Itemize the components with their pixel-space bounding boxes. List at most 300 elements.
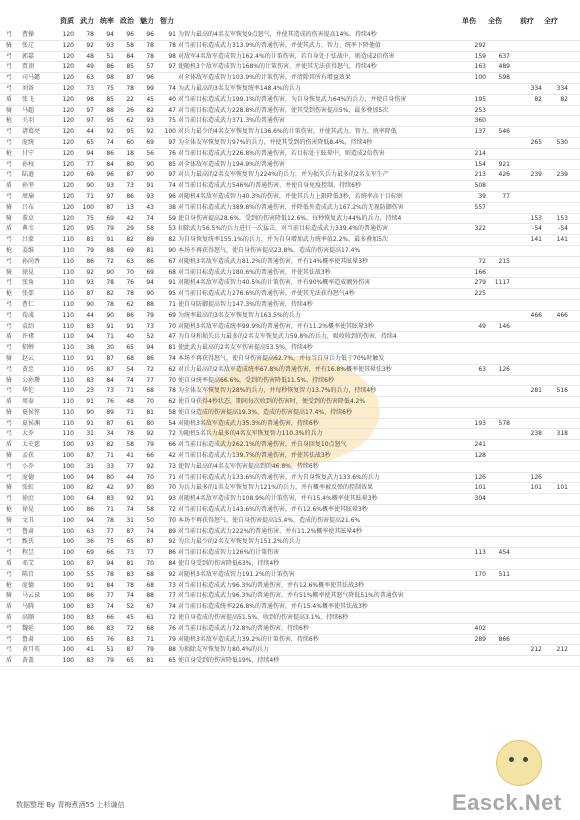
skill-description: 对当前目标造成武力72.8%的普通伤害，持续6秒 — [178, 624, 309, 632]
aptitude-value: 120 — [62, 192, 74, 200]
col-header-aptitude: 资质 — [60, 17, 74, 25]
single-damage-value: 39 — [478, 192, 486, 200]
single-damage-value: 113 — [474, 549, 486, 557]
skill-description: 为兵力最多的1名友军恢复智力121%的兵力，并有概率被反弹的控制效果 — [178, 484, 373, 492]
table-row — [0, 397, 580, 408]
force-value: 91 — [86, 419, 94, 427]
politics-value: 48 — [126, 398, 134, 406]
full-damage-value: 637 — [498, 52, 510, 60]
table-row — [0, 408, 580, 419]
charisma-value: 68 — [146, 387, 154, 395]
front-heal-value: 334 — [530, 84, 542, 92]
table-row — [0, 192, 580, 203]
table-row — [0, 656, 580, 667]
troop-type: 弓 — [6, 527, 13, 535]
intelligence-value: 72 — [168, 430, 176, 438]
general-name: 程昱 — [22, 549, 35, 557]
command-value: 87 — [106, 203, 114, 211]
table-row — [0, 494, 580, 505]
politics-value: 82 — [126, 236, 134, 244]
command-value: 71 — [106, 506, 114, 514]
skill-description: 使自身造成的伤害提高51.5%，收到的伤害提高3.1%，持续6秒 — [178, 614, 349, 622]
general-name: 大乔 — [22, 430, 35, 438]
troop-type: 弓 — [6, 257, 13, 265]
command-value: 77 — [106, 592, 114, 600]
troop-type: 盾 — [6, 225, 13, 233]
general-name: 张飞 — [22, 95, 35, 103]
command-value: 84 — [106, 160, 114, 168]
politics-value: 73 — [126, 182, 134, 190]
charisma-value: 70 — [146, 560, 154, 568]
command-value: 87 — [106, 419, 114, 427]
skill-description: 使自身防御提高智力147.3%的普通伤害，持续4秒 — [178, 300, 313, 308]
charisma-value: 57 — [146, 63, 154, 71]
general-name: 曹操 — [22, 31, 35, 38]
force-value: 83 — [86, 322, 94, 330]
col-header-command: 统率 — [100, 17, 114, 25]
intelligence-value: 77 — [168, 592, 176, 600]
aptitude-value: 120 — [62, 84, 74, 92]
skill-description: 使自身受到的伤害降低63%，持续4秒 — [178, 560, 280, 568]
general-name: 马腾 — [22, 603, 35, 611]
skill-description: 对当前目标造成武力96.3%的普通伤害，并有12.6%概率使其怯战3秒 — [178, 581, 364, 589]
intelligence-value: 74 — [168, 603, 176, 611]
table-row — [0, 52, 580, 63]
charisma-value: 92 — [146, 430, 154, 438]
politics-value: 52 — [126, 603, 134, 611]
aptitude-value: 100 — [62, 484, 74, 492]
aptitude-value: 110 — [62, 408, 74, 416]
intelligence-value: 93 — [168, 495, 176, 503]
troop-type: 盾 — [6, 614, 13, 622]
col-header-politics: 政治 — [120, 17, 134, 25]
table-row — [0, 214, 580, 225]
table-row — [0, 591, 580, 602]
skill-description: 对随机3名敌军造成统率99.9%的普通伤害，并有11.2%概率使其眩晕3秒 — [178, 322, 374, 330]
politics-value: 77 — [126, 462, 134, 470]
general-name: 贾诩 — [22, 63, 35, 71]
politics-value: 45 — [126, 614, 134, 622]
skill-description: 为智力最高的4名友军恢复9点怒气，并使其造成的伤害提高14%，持续4秒 — [178, 31, 377, 38]
force-value: 49 — [86, 63, 94, 71]
command-value: 86 — [106, 63, 114, 71]
table-row — [0, 181, 580, 192]
intelligence-value: 82 — [168, 236, 176, 244]
single-damage-value: 126 — [474, 473, 486, 481]
force-value: 55 — [86, 570, 94, 578]
command-value: 33 — [106, 462, 114, 470]
aptitude-value: 120 — [62, 74, 74, 82]
aptitude-value: 100 — [62, 473, 74, 481]
general-name: 张辽 — [22, 41, 35, 49]
aptitude-value: 110 — [62, 430, 74, 438]
politics-value: 78 — [126, 290, 134, 298]
command-value: 78 — [106, 279, 114, 287]
table-row — [0, 203, 580, 214]
intelligence-value: 92 — [168, 570, 176, 578]
general-name: 张虹 — [22, 484, 35, 492]
aptitude-value: 120 — [62, 225, 74, 233]
front-heal-value: -54 — [532, 225, 542, 233]
aptitude-value: 110 — [62, 236, 74, 244]
skill-description: 对全体敌军造成智力103.9%的计策伤害，并清除其所有增益效果 — [178, 74, 351, 82]
command-value: 75 — [106, 84, 114, 92]
troop-type: 骑 — [6, 592, 13, 600]
charisma-value: 88 — [146, 300, 154, 308]
intelligence-value: 78 — [168, 41, 176, 49]
intelligence-value: 42 — [168, 452, 176, 460]
troop-type: 盾 — [6, 603, 13, 611]
skill-description: 为随机5名兵力最多的4名友军恢复智力110.3%的兵力 — [178, 430, 323, 438]
all-heal-value: 141 — [556, 236, 568, 244]
politics-value: 13 — [126, 203, 134, 211]
force-value: 92 — [86, 41, 94, 49]
footer-credit: 数据整理 By 青梅煮酒55 上杉谦信 — [16, 801, 125, 809]
troop-type: 骑 — [6, 268, 13, 276]
command-value: 93 — [106, 182, 114, 190]
single-damage-value: 128 — [474, 452, 486, 460]
intelligence-value: 70 — [168, 322, 176, 330]
col-header-charisma: 魅力 — [140, 17, 154, 25]
troop-type: 弓 — [6, 63, 13, 71]
intelligence-value: 91 — [168, 31, 176, 38]
troop-type: 弓 — [6, 160, 13, 168]
troop-type: 骑 — [6, 214, 13, 222]
command-value: 97 — [106, 192, 114, 200]
col-header-force: 武力 — [80, 17, 94, 25]
single-damage-value: 195 — [474, 95, 486, 103]
general-name: 荀彧 — [22, 311, 35, 319]
troop-type: 弓 — [6, 300, 13, 308]
command-value: 79 — [106, 657, 114, 665]
table-row — [0, 473, 580, 484]
skill-description: 对敌军4名敌军造成智力162.4%的计策伤害，若自身处于怯战中，则造成2倍伤害 — [178, 52, 395, 60]
politics-value: 95 — [126, 128, 134, 136]
charisma-value: 88 — [146, 592, 154, 600]
command-value: 93 — [106, 41, 114, 49]
charisma-value: 77 — [146, 549, 154, 557]
table-header — [0, 16, 580, 28]
command-value: 66 — [106, 549, 114, 557]
skill-description: 使自身造成的伤害提高19.3%，造成的伤害提高17.4%，持续6秒 — [178, 408, 352, 416]
intelligence-value: 70 — [168, 484, 176, 492]
troop-type: 弓 — [6, 31, 13, 38]
col-header-front-heal: 前疗 — [520, 17, 534, 25]
charisma-value: 68 — [146, 624, 154, 632]
skill-description: 为武力最高的3名友军恢复统率148.4%的兵力 — [178, 84, 301, 92]
intelligence-value: 58 — [168, 408, 176, 416]
aptitude-value: 100 — [62, 614, 74, 622]
intelligence-value: 79 — [168, 635, 176, 643]
intelligence-value: 84 — [168, 560, 176, 568]
full-damage-value: 426 — [498, 171, 510, 179]
intelligence-value: 47 — [168, 106, 176, 114]
col-header-all-heal: 全疗 — [544, 17, 558, 25]
intelligence-value: 47 — [168, 333, 176, 341]
charisma-value: 71 — [146, 635, 154, 643]
all-heal-value: 212 — [556, 646, 568, 654]
general-name: 庞统 — [22, 138, 35, 146]
general-name: 马超 — [22, 106, 35, 114]
force-value: 83 — [86, 614, 94, 622]
force-value: 90 — [86, 408, 94, 416]
site-logo: Easck.Net — [452, 790, 562, 815]
table-row — [0, 570, 580, 581]
general-name: 曹仁 — [22, 300, 35, 308]
aptitude-value: 110 — [62, 268, 74, 276]
mascot-chick-icon — [496, 740, 542, 786]
table-row — [0, 300, 580, 311]
troop-type: 弓 — [6, 462, 13, 470]
command-value: 88 — [106, 106, 114, 114]
intelligence-value: 74 — [168, 354, 176, 362]
general-name: 黄忠 — [22, 365, 35, 373]
command-value: 87 — [106, 354, 114, 362]
single-damage-value: 557 — [474, 203, 486, 211]
aptitude-value: 100 — [62, 592, 74, 600]
force-value: 63 — [86, 527, 94, 535]
troop-type: 骑 — [6, 354, 13, 362]
table-row — [0, 354, 580, 365]
charisma-value: 80 — [146, 484, 154, 492]
charisma-value: 52 — [146, 333, 154, 341]
table-row — [0, 116, 580, 127]
troop-type: 骑 — [6, 408, 13, 416]
table-row — [0, 289, 580, 300]
troop-type: 枪 — [6, 117, 13, 125]
command-value: 86 — [106, 149, 114, 157]
aptitude-value: 120 — [62, 203, 74, 211]
aptitude-value: 120 — [62, 52, 74, 60]
intelligence-value: 95 — [168, 290, 176, 298]
force-value: 75 — [86, 214, 94, 222]
force-value: 94 — [86, 516, 94, 524]
charisma-value: 66 — [146, 452, 154, 460]
charisma-value: 69 — [146, 138, 154, 146]
aptitude-value: 120 — [62, 182, 74, 190]
force-value: 90 — [86, 182, 94, 190]
politics-value: 74 — [126, 592, 134, 600]
table-row — [0, 505, 580, 516]
skill-description: 对当前目标造成武力96.3%的普通伤害，并有51%概率使其怒气降低51%的普通伤害 — [178, 592, 404, 600]
command-value: 76 — [106, 635, 114, 643]
table-row — [0, 160, 580, 171]
command-value: 96 — [106, 171, 114, 179]
command-value: 98 — [106, 74, 114, 82]
politics-value: 62 — [126, 300, 134, 308]
politics-value: 18 — [126, 149, 134, 157]
troop-type: 盾 — [6, 560, 13, 568]
table-row — [0, 624, 580, 635]
politics-value: 41 — [126, 452, 134, 460]
general-name: 鲁肃 — [22, 635, 35, 643]
table-row — [0, 311, 580, 322]
troop-type: 弓 — [6, 192, 13, 200]
charisma-value: 93 — [146, 192, 154, 200]
general-name: 华佗 — [22, 387, 35, 395]
force-value: 78 — [86, 31, 94, 38]
politics-value: 63 — [126, 257, 134, 265]
front-heal-value: 238 — [530, 430, 542, 438]
intelligence-value: 97 — [168, 138, 176, 146]
table-row — [0, 138, 580, 149]
skill-description: 使自身受到的伤害降低19%，持续4秒 — [178, 657, 280, 665]
force-value: 71 — [86, 192, 94, 200]
force-value: 94 — [86, 333, 94, 341]
force-value: 31 — [86, 462, 94, 470]
force-value: 77 — [86, 160, 94, 168]
charisma-value: 87 — [146, 538, 154, 546]
troop-type: 弓 — [6, 344, 13, 352]
aptitude-value: 110 — [62, 257, 74, 265]
force-value: 97 — [86, 106, 94, 114]
aptitude-value: 110 — [62, 322, 74, 330]
force-value: 81 — [86, 236, 94, 244]
single-damage-value: 360 — [474, 117, 486, 125]
general-name: 关羽 — [22, 117, 35, 125]
command-value: 69 — [106, 214, 114, 222]
table-row — [0, 41, 580, 52]
aptitude-value: 100 — [62, 570, 74, 578]
single-damage-value: 193 — [474, 419, 486, 427]
full-damage-value: 598 — [498, 74, 510, 82]
general-name: 高顺 — [22, 614, 35, 622]
charisma-value: 79 — [146, 311, 154, 319]
skill-description: 对全体敌军造成智力194.9%的普通伤害 — [178, 160, 285, 168]
table-row — [0, 440, 580, 451]
table-row — [0, 559, 580, 570]
politics-value: 84 — [126, 52, 134, 60]
command-value: 78 — [106, 300, 114, 308]
force-value: 64 — [86, 495, 94, 503]
single-damage-value: 508 — [474, 182, 486, 190]
intelligence-value: 73 — [168, 581, 176, 589]
general-name: 甘宁 — [22, 149, 35, 157]
aptitude-value: 110 — [62, 246, 74, 254]
charisma-value: 74 — [146, 527, 154, 535]
force-value: 98 — [86, 95, 94, 103]
general-name: 姜维 — [22, 246, 35, 254]
force-value: 63 — [86, 74, 94, 82]
charisma-value: 89 — [146, 236, 154, 244]
full-damage-value: 866 — [498, 635, 510, 643]
charisma-value: 45 — [146, 95, 154, 103]
front-heal-value: 239 — [530, 171, 542, 179]
table-row — [0, 149, 580, 160]
general-name: 庞德 — [22, 473, 35, 481]
single-damage-value: 289 — [474, 635, 486, 643]
table-row — [0, 84, 580, 95]
politics-value: 65 — [126, 344, 134, 352]
troop-type: 弓 — [6, 419, 13, 427]
troop-type: 弓 — [6, 236, 13, 244]
intelligence-value: 85 — [168, 160, 176, 168]
aptitude-value: 120 — [62, 41, 74, 49]
intelligence-value: 71 — [168, 473, 176, 481]
front-heal-value: 141 — [530, 236, 542, 244]
aptitude-value: 100 — [62, 462, 74, 470]
force-value: 44 — [86, 128, 94, 136]
politics-value: 78 — [126, 581, 134, 589]
force-value: 87 — [86, 290, 94, 298]
general-name: 陈宫 — [22, 570, 35, 578]
force-value: 83 — [86, 603, 94, 611]
table-row — [0, 278, 580, 289]
all-heal-value: 466 — [556, 311, 568, 319]
charisma-value: 90 — [146, 171, 154, 179]
command-value: 89 — [106, 408, 114, 416]
intelligence-value: 70 — [168, 376, 176, 384]
general-name: 庞德 — [22, 581, 35, 589]
general-name: 甄氏 — [22, 538, 35, 546]
general-name: 小乔 — [22, 462, 35, 470]
troop-type: 盾 — [6, 657, 13, 665]
all-heal-value: 101 — [556, 484, 568, 492]
politics-value: 83 — [126, 635, 134, 643]
force-value: 93 — [86, 279, 94, 287]
table-row — [0, 645, 580, 656]
command-value: 82 — [106, 290, 114, 298]
aptitude-value: 100 — [62, 441, 74, 449]
troop-type: 弓 — [6, 646, 13, 654]
general-name: 郭嘉 — [22, 52, 35, 60]
intelligence-value: 86 — [168, 549, 176, 557]
table-row — [0, 343, 580, 354]
charisma-value: 86 — [146, 257, 154, 265]
politics-value: 31 — [126, 516, 134, 524]
politics-value: 73 — [126, 549, 134, 557]
aptitude-value: 120 — [62, 117, 74, 125]
troop-type: 弓 — [6, 84, 13, 92]
aptitude-value: 120 — [62, 214, 74, 222]
skill-description: 为兵力最少的2名友军恢复智力151.2%的兵力 — [178, 538, 301, 546]
intelligence-value: 75 — [168, 117, 176, 125]
skill-description: 对随机3名敌军造成武力35.3%的普通伤害，持续6秒 — [178, 419, 319, 427]
intelligence-value: 92 — [168, 538, 176, 546]
charisma-value: 50 — [146, 516, 154, 524]
troop-type: 枪 — [6, 149, 13, 157]
politics-value: 42 — [126, 214, 134, 222]
politics-value: 60 — [126, 138, 134, 146]
aptitude-value: 100 — [62, 603, 74, 611]
single-damage-value: 49 — [478, 322, 486, 330]
general-name: 周泰 — [22, 398, 35, 406]
skill-description: 对当前目标造成武力199.1%的普通伤害，为自身恢复武力64%的兵力，并使自身伤害 — [178, 95, 407, 103]
command-value: 76 — [106, 398, 114, 406]
table-row — [0, 224, 580, 235]
force-value: 65 — [86, 635, 94, 643]
all-heal-value: 530 — [556, 138, 568, 146]
politics-value: 87 — [126, 527, 134, 535]
command-value: 83 — [106, 495, 114, 503]
command-value: 51 — [106, 646, 114, 654]
intelligence-value: 72 — [168, 614, 176, 622]
skill-description: 对当前目标造成武力276.6%的普通伤害，并使其无法获得怒气4秒 — [178, 290, 355, 298]
general-name: 吕蒙 — [22, 236, 35, 244]
all-heal-value: 516 — [556, 387, 568, 395]
politics-value: 40 — [126, 333, 134, 341]
skill-description: 对当前目标造成智力126%的计策伤害 — [178, 549, 280, 557]
troop-type: 弓 — [6, 171, 13, 179]
force-value: 86 — [86, 592, 94, 600]
politics-value: 74 — [126, 376, 134, 384]
politics-value: 62 — [126, 117, 134, 125]
troop-type: 骑 — [6, 516, 13, 524]
command-value: 84 — [106, 581, 114, 589]
table-row — [0, 613, 580, 624]
force-value: 36 — [86, 538, 94, 546]
command-value: 71 — [106, 333, 114, 341]
